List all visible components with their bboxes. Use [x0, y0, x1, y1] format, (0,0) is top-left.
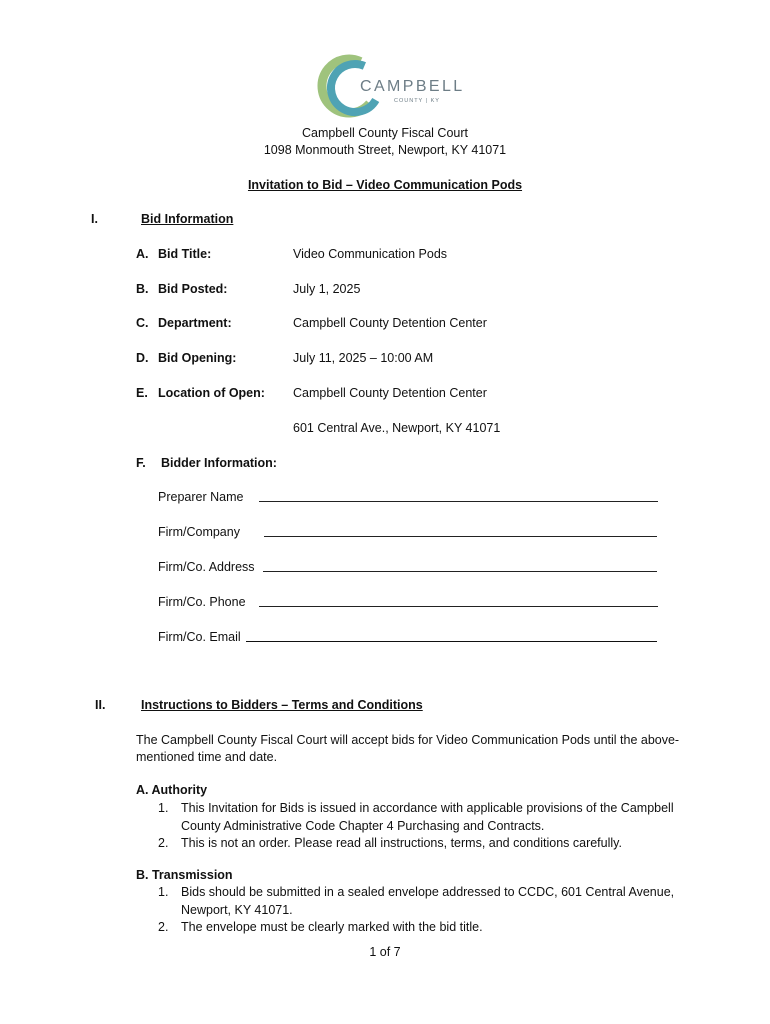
item-letter: F. — [136, 456, 146, 470]
document-title: Invitation to Bid – Video Communication Pods — [247, 178, 523, 192]
transmission-item-1-line-2: Newport, KY 41071. — [181, 903, 293, 917]
firm-address-field[interactable] — [263, 571, 657, 572]
section-2-heading: Instructions to Bidders – Terms and Conditions — [141, 698, 423, 712]
item-letter: D. — [136, 351, 149, 365]
authority-heading: A. Authority — [136, 783, 208, 797]
bid-title-value: Video Communication Pods — [293, 247, 448, 261]
section-1-heading: Bid Information — [141, 212, 234, 226]
firm-company-field[interactable] — [264, 536, 657, 537]
list-number: 2. — [158, 836, 169, 850]
item-letter: C. — [136, 316, 149, 330]
location-label: Location of Open: — [158, 386, 265, 400]
logo-sub: COUNTY | KY — [394, 98, 440, 104]
department-label: Department: — [158, 316, 232, 330]
preparer-name-field[interactable] — [259, 501, 658, 502]
authority-item-1-line-1: This Invitation for Bids is issued in accordance with applicable provisions of the Campbell — [181, 801, 674, 815]
transmission-item-1-line-1: Bids should be submitted in a sealed envelope addressed to CCDC, 601 Central Avenue, — [181, 885, 675, 899]
list-number: 1. — [158, 801, 169, 815]
logo-c-mark-icon — [318, 48, 465, 124]
transmission-heading: B. Transmission — [136, 868, 233, 882]
bid-opening-label: Bid Opening: — [158, 351, 237, 365]
firm-email-field[interactable] — [246, 641, 657, 642]
intro-line-2: mentioned time and date. — [136, 750, 278, 764]
list-number: 2. — [158, 920, 169, 934]
intro-line-1: The Campbell County Fiscal Court will accept bids for Video Communication Pods until the above- — [136, 733, 680, 747]
item-letter: B. — [136, 282, 149, 296]
bidder-info-label: Bidder Information: — [161, 456, 277, 470]
firm-company-label: Firm/Company — [158, 525, 240, 539]
firm-email-label: Firm/Co. Email — [158, 630, 241, 644]
department-value: Campbell County Detention Center — [293, 316, 487, 330]
bid-posted-value: July 1, 2025 — [293, 282, 361, 296]
logo-name: CAMPBELL — [360, 78, 465, 95]
campbell-county-logo — [318, 48, 465, 124]
firm-phone-label: Firm/Co. Phone — [158, 595, 246, 609]
item-letter: A. — [136, 247, 149, 261]
bid-title-label: Bid Title: — [158, 247, 212, 261]
section-1-number: I. — [91, 212, 98, 226]
transmission-item-2: The envelope must be clearly marked with the bid title. — [181, 920, 483, 934]
list-number: 1. — [158, 885, 169, 899]
firm-address-label: Firm/Co. Address — [158, 560, 255, 574]
page-number: 1 of 7 — [369, 945, 401, 959]
bid-posted-label: Bid Posted: — [158, 282, 228, 296]
preparer-name-label: Preparer Name — [158, 490, 244, 504]
firm-phone-field[interactable] — [259, 606, 658, 607]
bid-opening-value: July 11, 2025 – 10:00 AM — [293, 351, 434, 365]
item-letter: E. — [136, 386, 148, 400]
location-address: 601 Central Ave., Newport, KY 41071 — [293, 421, 501, 435]
org-name: Campbell County Fiscal Court — [301, 126, 469, 140]
authority-item-1-line-2: County Administrative Code Chapter 4 Purchasing and Contracts. — [181, 819, 545, 833]
authority-item-2: This is not an order. Please read all instructions, terms, and conditions carefully. — [181, 836, 622, 850]
org-address: 1098 Monmouth Street, Newport, KY 41071 — [263, 143, 507, 157]
location-value: Campbell County Detention Center — [293, 386, 487, 400]
section-2-number: II. — [95, 698, 106, 712]
